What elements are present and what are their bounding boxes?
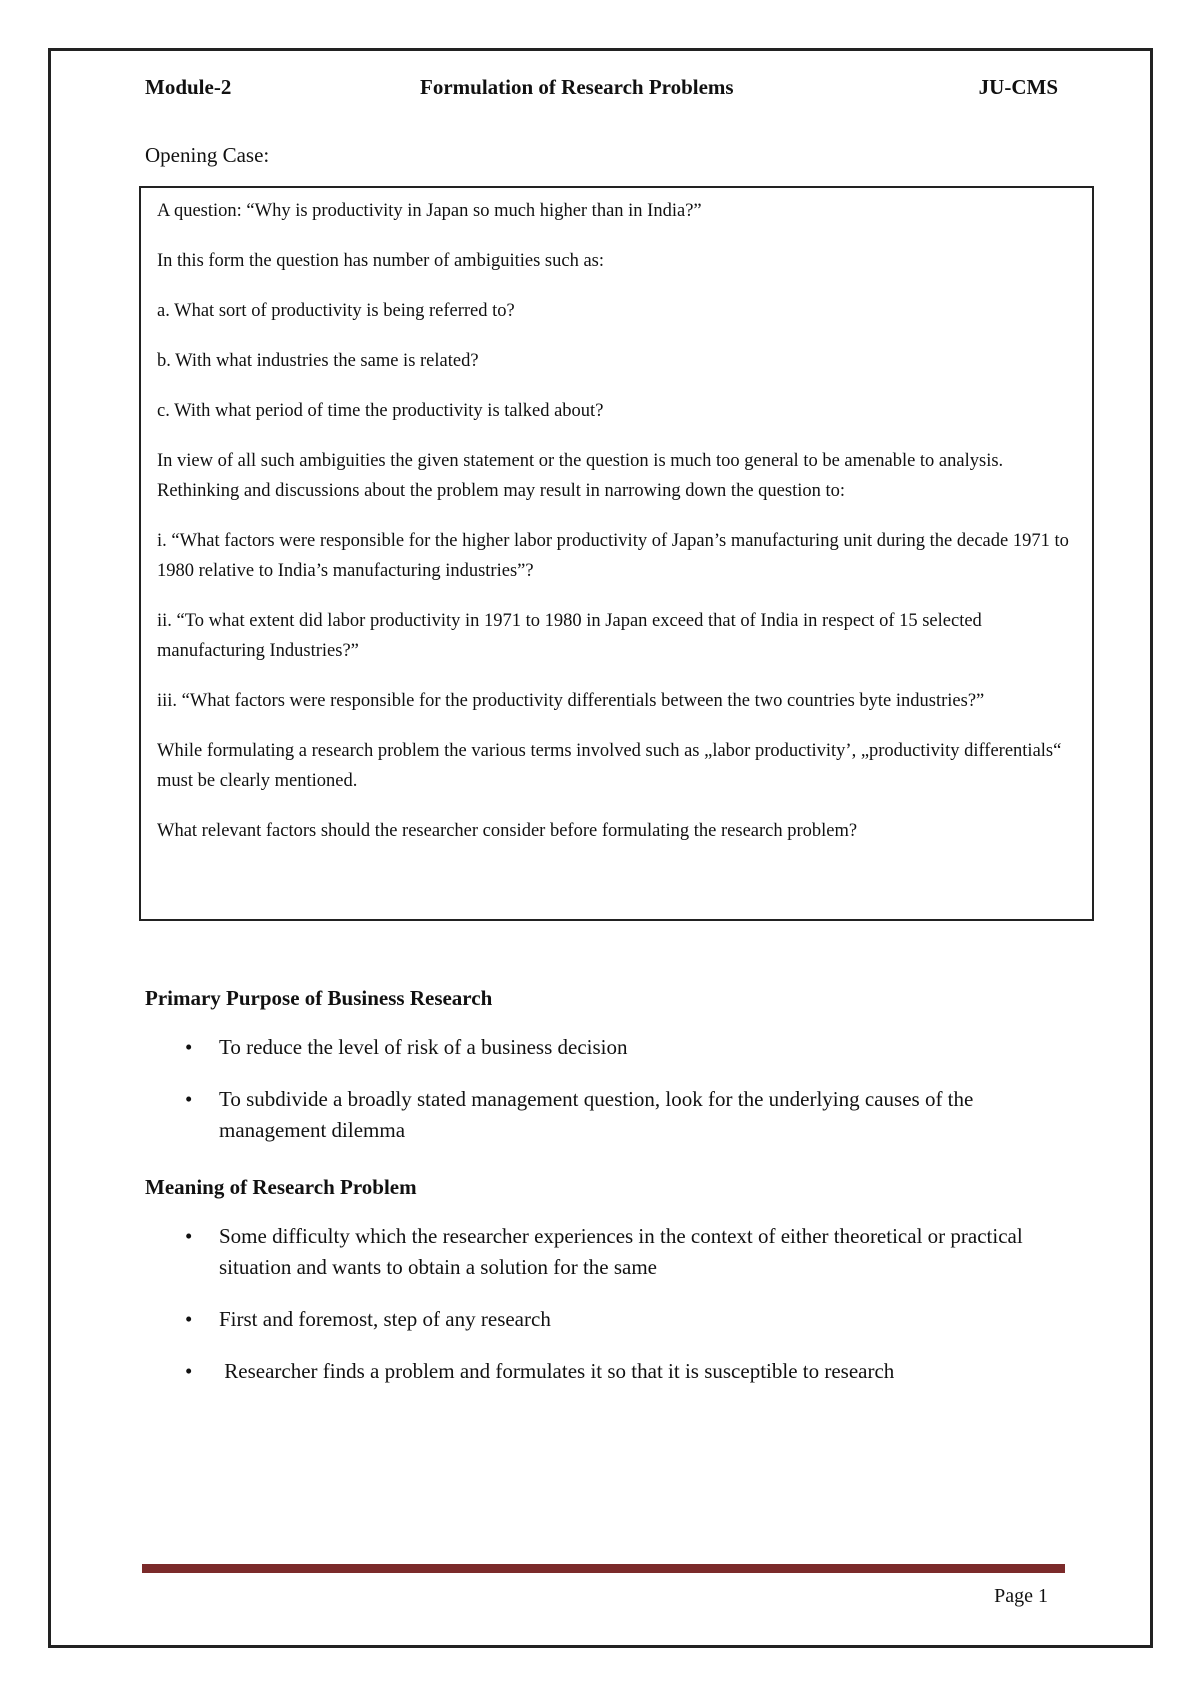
opening-case-label: Opening Case: [145,143,270,167]
bullet-icon: • [185,1307,193,1331]
bullet-icon: • [185,1359,193,1383]
case-paragraph: b. With what industries the same is related? [157,351,479,371]
case-paragraph: What relevant factors should the researcher consider before formulating the research problem? [157,821,858,841]
page-number: Page 1 [994,1585,1048,1607]
case-paragraph: In view of all such ambiguities the given statement or the question is much too general to be amenable to analysis. Rethinking and discussions about the problem may result in narrowing down the question to: [157,451,1004,501]
bullet-list [145,1221,1070,1387]
list-item [145,1032,1070,1063]
list-item [145,1084,1070,1146]
case-paragraph: ii. “To what extent did labor productivity in 1971 to 1980 in Japan exceed that of India in respect of 15 selected manufacturing Industries?” [157,611,982,661]
case-paragraph: While formulating a research problem the various terms involved such as „labor productivity’, „productivity differentials“ must be clearly mentioned. [157,741,1062,791]
list-item [145,1356,1070,1387]
bullet-icon: • [185,1224,193,1248]
list-item-text: Some difficulty which the researcher experiences in the context of either theoretical or practical situation and wants to obtain a solution for the same [219,1224,1023,1279]
footer-rule [142,1564,1065,1573]
section-primary-purpose [145,986,1070,1146]
list-item [145,1304,1070,1335]
section-meaning [145,1175,1070,1387]
case-paragraph: A question: “Why is productivity in Japan so much higher than in India?” [157,201,702,221]
list-item-text: Researcher finds a problem and formulates it so that it is susceptible to research [219,1359,895,1383]
opening-case-box [139,186,1094,921]
header-institution: JU-CMS [978,74,1058,99]
case-paragraph: In this form the question has number of ambiguities such as: [157,251,605,271]
list-item-text: To subdivide a broadly stated management question, look for the underlying causes of the management dilemma [219,1087,974,1142]
bullet-list [145,1032,1070,1146]
list-item-text: First and foremost, step of any research [219,1307,551,1331]
list-item-text: To reduce the level of risk of a business decision [219,1035,628,1059]
page-header [145,72,1058,102]
bullet-icon: • [185,1087,193,1111]
case-paragraph: a. What sort of productivity is being referred to? [157,301,515,321]
header-module: Module-2 [145,74,232,99]
case-paragraph: c. With what period of time the productivity is talked about? [157,401,604,421]
list-item [145,1221,1070,1283]
case-paragraph: iii. “What factors were responsible for the productivity differentials between the two countries byte industries?” [157,691,985,711]
case-paragraph: i. “What factors were responsible for the higher labor productivity of Japan’s manufacturing unit during the decade 1971 to 1980 relative to India’s manufacturing industries”? [157,531,1069,581]
header-title: Formulation of Research Problems [420,74,734,99]
section-title: Primary Purpose of Business Research [145,986,493,1010]
bullet-icon: • [185,1035,193,1059]
section-title: Meaning of Research Problem [145,1175,417,1199]
